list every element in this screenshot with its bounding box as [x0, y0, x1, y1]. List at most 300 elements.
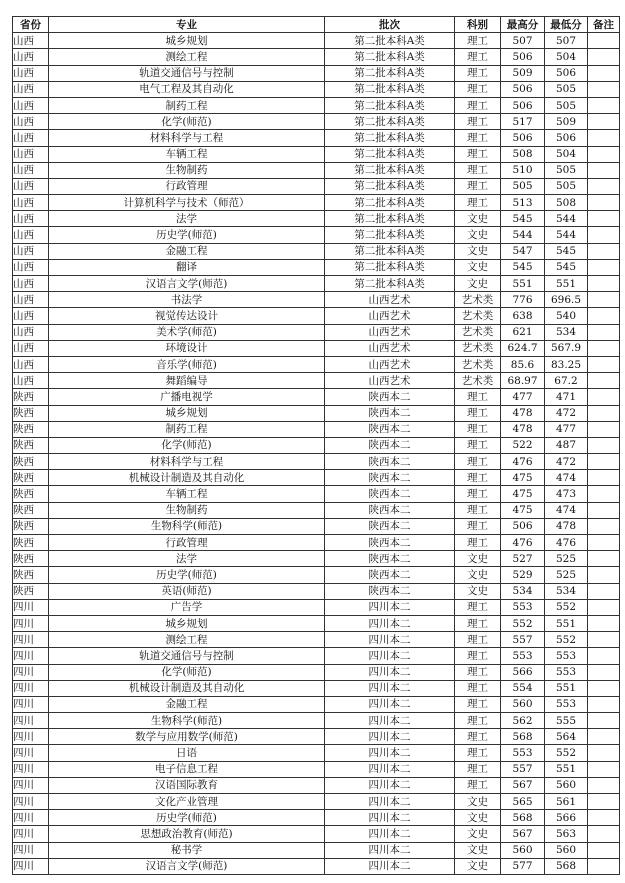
header-category: 科别	[455, 17, 501, 33]
cell-major: 生物科学(师范)	[49, 713, 325, 729]
cell-major: 车辆工程	[49, 146, 325, 162]
cell-major: 法学	[49, 211, 325, 227]
cell-major: 材料科学与工程	[49, 130, 325, 146]
cell-max-score: 534	[501, 583, 545, 599]
cell-category: 艺术类	[455, 340, 501, 356]
table-row	[13, 454, 620, 470]
cell-min-score: 487	[545, 437, 588, 453]
cell-category: 理工	[455, 761, 501, 777]
cell-max-score: 475	[501, 486, 545, 502]
table-row	[13, 146, 620, 162]
cell-major: 书法学	[49, 292, 325, 308]
cell-category: 理工	[455, 599, 501, 615]
cell-major: 计算机科学与技术（师范）	[49, 195, 325, 211]
cell-remarks	[588, 615, 620, 631]
cell-max-score: 85.6	[501, 356, 545, 372]
cell-batch: 第二批本科A类	[325, 162, 455, 178]
cell-batch: 四川本二	[325, 648, 455, 664]
cell-province: 四川	[13, 680, 49, 696]
cell-major: 化学(师范)	[49, 664, 325, 680]
table-row	[13, 794, 620, 810]
cell-major: 汉语言文学(师范)	[49, 276, 325, 292]
cell-min-score: 476	[545, 535, 588, 551]
cell-category: 文史	[455, 794, 501, 810]
cell-batch: 四川本二	[325, 664, 455, 680]
cell-max-score: 776	[501, 292, 545, 308]
cell-province: 四川	[13, 826, 49, 842]
cell-remarks	[588, 599, 620, 615]
cell-remarks	[588, 502, 620, 518]
cell-remarks	[588, 664, 620, 680]
table-row	[13, 340, 620, 356]
cell-province: 陕西	[13, 583, 49, 599]
admission-score-table	[12, 16, 620, 875]
table-row	[13, 858, 620, 874]
table-row	[13, 356, 620, 372]
cell-batch: 四川本二	[325, 680, 455, 696]
cell-batch: 陕西本二	[325, 389, 455, 405]
cell-major: 广播电视学	[49, 389, 325, 405]
cell-category: 文史	[455, 259, 501, 275]
cell-category: 艺术类	[455, 324, 501, 340]
cell-major: 制药工程	[49, 97, 325, 113]
cell-major: 生物科学(师范)	[49, 518, 325, 534]
cell-max-score: 551	[501, 276, 545, 292]
cell-min-score: 552	[545, 632, 588, 648]
cell-min-score: 525	[545, 567, 588, 583]
cell-category: 理工	[455, 664, 501, 680]
cell-remarks	[588, 162, 620, 178]
table-row	[13, 97, 620, 113]
cell-remarks	[588, 292, 620, 308]
cell-batch: 四川本二	[325, 713, 455, 729]
cell-max-score: 506	[501, 518, 545, 534]
cell-province: 山西	[13, 292, 49, 308]
cell-category: 理工	[455, 405, 501, 421]
cell-major: 美术学(师范)	[49, 324, 325, 340]
cell-remarks	[588, 761, 620, 777]
cell-province: 山西	[13, 162, 49, 178]
cell-province: 陕西	[13, 421, 49, 437]
cell-major: 化学(师范)	[49, 437, 325, 453]
cell-max-score: 510	[501, 162, 545, 178]
cell-category: 理工	[455, 114, 501, 130]
cell-major: 生物制药	[49, 502, 325, 518]
cell-major: 汉语言文学(师范)	[49, 858, 325, 874]
cell-max-score: 475	[501, 502, 545, 518]
cell-remarks	[588, 243, 620, 259]
table-row	[13, 502, 620, 518]
cell-min-score: 505	[545, 178, 588, 194]
cell-category: 理工	[455, 648, 501, 664]
table-row	[13, 486, 620, 502]
cell-province: 山西	[13, 114, 49, 130]
cell-category: 理工	[455, 195, 501, 211]
cell-max-score: 557	[501, 761, 545, 777]
table-row	[13, 292, 620, 308]
cell-batch: 四川本二	[325, 729, 455, 745]
cell-max-score: 565	[501, 794, 545, 810]
cell-batch: 四川本二	[325, 777, 455, 793]
cell-batch: 四川本二	[325, 826, 455, 842]
cell-province: 山西	[13, 227, 49, 243]
cell-batch: 第二批本科A类	[325, 130, 455, 146]
cell-province: 山西	[13, 356, 49, 372]
cell-province: 山西	[13, 81, 49, 97]
cell-min-score: 509	[545, 114, 588, 130]
cell-batch: 第二批本科A类	[325, 33, 455, 49]
cell-min-score: 477	[545, 421, 588, 437]
cell-batch: 四川本二	[325, 761, 455, 777]
cell-max-score: 509	[501, 65, 545, 81]
cell-min-score: 83.25	[545, 356, 588, 372]
cell-category: 理工	[455, 535, 501, 551]
cell-major: 车辆工程	[49, 486, 325, 502]
cell-major: 金融工程	[49, 243, 325, 259]
table-row	[13, 599, 620, 615]
cell-max-score: 545	[501, 211, 545, 227]
cell-province: 山西	[13, 324, 49, 340]
cell-max-score: 567	[501, 777, 545, 793]
cell-major: 秘书学	[49, 842, 325, 858]
cell-remarks	[588, 826, 620, 842]
table-row	[13, 276, 620, 292]
cell-category: 理工	[455, 729, 501, 745]
cell-category: 理工	[455, 389, 501, 405]
cell-batch: 四川本二	[325, 810, 455, 826]
cell-max-score: 508	[501, 146, 545, 162]
cell-min-score: 474	[545, 470, 588, 486]
table-row	[13, 583, 620, 599]
cell-min-score: 473	[545, 486, 588, 502]
cell-remarks	[588, 729, 620, 745]
cell-batch: 陕西本二	[325, 518, 455, 534]
table-row	[13, 324, 620, 340]
cell-remarks	[588, 195, 620, 211]
cell-batch: 陕西本二	[325, 567, 455, 583]
cell-province: 山西	[13, 259, 49, 275]
cell-min-score: 506	[545, 65, 588, 81]
cell-province: 山西	[13, 243, 49, 259]
cell-remarks	[588, 33, 620, 49]
cell-remarks	[588, 810, 620, 826]
cell-max-score: 522	[501, 437, 545, 453]
cell-province: 山西	[13, 195, 49, 211]
cell-category: 理工	[455, 421, 501, 437]
cell-province: 陕西	[13, 518, 49, 534]
cell-province: 陕西	[13, 437, 49, 453]
cell-category: 理工	[455, 680, 501, 696]
cell-batch: 四川本二	[325, 794, 455, 810]
header-remarks: 备注	[588, 17, 620, 33]
cell-max-score: 553	[501, 648, 545, 664]
cell-category: 理工	[455, 33, 501, 49]
table-row	[13, 745, 620, 761]
cell-max-score: 506	[501, 49, 545, 65]
cell-batch: 山西艺术	[325, 292, 455, 308]
table-row	[13, 421, 620, 437]
cell-category: 文史	[455, 842, 501, 858]
cell-category: 理工	[455, 696, 501, 712]
cell-province: 山西	[13, 308, 49, 324]
cell-remarks	[588, 713, 620, 729]
cell-remarks	[588, 259, 620, 275]
cell-category: 理工	[455, 97, 501, 113]
header-max-score: 最高分	[501, 17, 545, 33]
table-row	[13, 826, 620, 842]
table-row	[13, 648, 620, 664]
cell-category: 艺术类	[455, 356, 501, 372]
cell-province: 山西	[13, 33, 49, 49]
cell-major: 测绘工程	[49, 49, 325, 65]
cell-max-score: 557	[501, 632, 545, 648]
cell-batch: 第二批本科A类	[325, 65, 455, 81]
cell-min-score: 564	[545, 729, 588, 745]
cell-min-score: 505	[545, 97, 588, 113]
cell-max-score: 478	[501, 421, 545, 437]
cell-min-score: 566	[545, 810, 588, 826]
cell-batch: 陕西本二	[325, 551, 455, 567]
cell-category: 理工	[455, 632, 501, 648]
cell-major: 历史学(师范)	[49, 810, 325, 826]
header-province: 省份	[13, 17, 49, 33]
cell-category: 理工	[455, 130, 501, 146]
cell-batch: 陕西本二	[325, 502, 455, 518]
table-row	[13, 632, 620, 648]
cell-major: 日语	[49, 745, 325, 761]
cell-remarks	[588, 405, 620, 421]
table-row	[13, 81, 620, 97]
cell-batch: 第二批本科A类	[325, 114, 455, 130]
cell-batch: 陕西本二	[325, 486, 455, 502]
cell-remarks	[588, 745, 620, 761]
cell-remarks	[588, 211, 620, 227]
cell-max-score: 560	[501, 696, 545, 712]
cell-min-score: 555	[545, 713, 588, 729]
cell-remarks	[588, 81, 620, 97]
cell-category: 文史	[455, 858, 501, 874]
header-batch: 批次	[325, 17, 455, 33]
cell-min-score: 551	[545, 680, 588, 696]
cell-category: 理工	[455, 518, 501, 534]
cell-remarks	[588, 454, 620, 470]
header-row	[13, 17, 620, 33]
cell-min-score: 551	[545, 276, 588, 292]
cell-min-score: 551	[545, 615, 588, 631]
cell-category: 文史	[455, 551, 501, 567]
cell-province: 山西	[13, 276, 49, 292]
cell-max-score: 477	[501, 389, 545, 405]
cell-province: 山西	[13, 97, 49, 113]
cell-max-score: 638	[501, 308, 545, 324]
cell-major: 文化产业管理	[49, 794, 325, 810]
cell-province: 四川	[13, 648, 49, 664]
cell-remarks	[588, 842, 620, 858]
cell-max-score: 527	[501, 551, 545, 567]
cell-batch: 四川本二	[325, 696, 455, 712]
cell-batch: 第二批本科A类	[325, 211, 455, 227]
table-row	[13, 615, 620, 631]
cell-major: 数学与应用数学(师范)	[49, 729, 325, 745]
cell-category: 文史	[455, 810, 501, 826]
cell-remarks	[588, 178, 620, 194]
table-row	[13, 713, 620, 729]
cell-province: 陕西	[13, 454, 49, 470]
header-min-score: 最低分	[545, 17, 588, 33]
cell-min-score: 545	[545, 243, 588, 259]
cell-batch: 四川本二	[325, 632, 455, 648]
cell-remarks	[588, 276, 620, 292]
cell-batch: 陕西本二	[325, 470, 455, 486]
table-row	[13, 211, 620, 227]
cell-major: 视觉传达设计	[49, 308, 325, 324]
cell-province: 四川	[13, 632, 49, 648]
cell-province: 山西	[13, 130, 49, 146]
cell-max-score: 68.97	[501, 373, 545, 389]
cell-province: 陕西	[13, 405, 49, 421]
cell-category: 理工	[455, 502, 501, 518]
cell-min-score: 553	[545, 696, 588, 712]
cell-province: 陕西	[13, 470, 49, 486]
cell-remarks	[588, 567, 620, 583]
cell-batch: 山西艺术	[325, 373, 455, 389]
table-row	[13, 696, 620, 712]
cell-min-score: 472	[545, 405, 588, 421]
table-row	[13, 567, 620, 583]
cell-batch: 四川本二	[325, 615, 455, 631]
cell-category: 理工	[455, 470, 501, 486]
cell-major: 法学	[49, 551, 325, 567]
cell-max-score: 566	[501, 664, 545, 680]
table-row	[13, 227, 620, 243]
cell-batch: 山西艺术	[325, 356, 455, 372]
cell-province: 四川	[13, 810, 49, 826]
cell-category: 文史	[455, 826, 501, 842]
cell-batch: 陕西本二	[325, 454, 455, 470]
cell-batch: 第二批本科A类	[325, 276, 455, 292]
cell-max-score: 476	[501, 535, 545, 551]
table-row	[13, 729, 620, 745]
cell-category: 艺术类	[455, 308, 501, 324]
cell-major: 轨道交通信号与控制	[49, 65, 325, 81]
cell-major: 城乡规划	[49, 405, 325, 421]
cell-major: 思想政治教育(师范)	[49, 826, 325, 842]
cell-province: 山西	[13, 49, 49, 65]
cell-remarks	[588, 65, 620, 81]
cell-remarks	[588, 340, 620, 356]
cell-major: 轨道交通信号与控制	[49, 648, 325, 664]
cell-remarks	[588, 632, 620, 648]
cell-max-score: 475	[501, 470, 545, 486]
cell-max-score: 567	[501, 826, 545, 842]
cell-major: 历史学(师范)	[49, 567, 325, 583]
cell-remarks	[588, 146, 620, 162]
cell-category: 文史	[455, 567, 501, 583]
cell-min-score: 474	[545, 502, 588, 518]
cell-category: 艺术类	[455, 373, 501, 389]
cell-batch: 四川本二	[325, 842, 455, 858]
cell-province: 陕西	[13, 535, 49, 551]
table-row	[13, 243, 620, 259]
cell-remarks	[588, 421, 620, 437]
cell-major: 音乐学(师范)	[49, 356, 325, 372]
cell-min-score: 552	[545, 745, 588, 761]
cell-major: 城乡规划	[49, 33, 325, 49]
cell-major: 英语(师范)	[49, 583, 325, 599]
cell-province: 陕西	[13, 389, 49, 405]
cell-batch: 四川本二	[325, 745, 455, 761]
cell-remarks	[588, 777, 620, 793]
cell-min-score: 553	[545, 664, 588, 680]
cell-batch: 第二批本科A类	[325, 195, 455, 211]
cell-min-score: 525	[545, 551, 588, 567]
cell-province: 四川	[13, 696, 49, 712]
table-row	[13, 761, 620, 777]
table-row	[13, 259, 620, 275]
cell-major: 广告学	[49, 599, 325, 615]
cell-remarks	[588, 130, 620, 146]
cell-batch: 第二批本科A类	[325, 81, 455, 97]
cell-category: 文史	[455, 243, 501, 259]
cell-min-score: 552	[545, 599, 588, 615]
cell-province: 陕西	[13, 486, 49, 502]
cell-major: 机械设计制造及其自动化	[49, 680, 325, 696]
cell-province: 山西	[13, 146, 49, 162]
cell-major: 金融工程	[49, 696, 325, 712]
table-row	[13, 680, 620, 696]
cell-min-score: 560	[545, 777, 588, 793]
cell-min-score: 504	[545, 49, 588, 65]
cell-max-score: 505	[501, 178, 545, 194]
cell-remarks	[588, 583, 620, 599]
cell-min-score: 506	[545, 130, 588, 146]
cell-category: 文史	[455, 276, 501, 292]
cell-category: 文史	[455, 583, 501, 599]
table-row	[13, 551, 620, 567]
cell-remarks	[588, 324, 620, 340]
cell-province: 四川	[13, 858, 49, 874]
cell-remarks	[588, 373, 620, 389]
cell-major: 化学(师范)	[49, 114, 325, 130]
cell-remarks	[588, 437, 620, 453]
cell-batch: 陕西本二	[325, 421, 455, 437]
cell-major: 测绘工程	[49, 632, 325, 648]
cell-max-score: 513	[501, 195, 545, 211]
cell-min-score: 472	[545, 454, 588, 470]
cell-remarks	[588, 858, 620, 874]
cell-batch: 第二批本科A类	[325, 97, 455, 113]
cell-category: 理工	[455, 615, 501, 631]
cell-max-score: 506	[501, 97, 545, 113]
cell-remarks	[588, 696, 620, 712]
cell-min-score: 553	[545, 648, 588, 664]
cell-batch: 山西艺术	[325, 340, 455, 356]
cell-batch: 山西艺术	[325, 308, 455, 324]
cell-min-score: 534	[545, 324, 588, 340]
table-row	[13, 535, 620, 551]
cell-major: 材料科学与工程	[49, 454, 325, 470]
cell-max-score: 476	[501, 454, 545, 470]
cell-min-score: 567.9	[545, 340, 588, 356]
cell-batch: 陕西本二	[325, 437, 455, 453]
cell-max-score: 624.7	[501, 340, 545, 356]
cell-remarks	[588, 551, 620, 567]
cell-major: 环境设计	[49, 340, 325, 356]
cell-remarks	[588, 356, 620, 372]
table-row	[13, 308, 620, 324]
cell-major: 汉语国际教育	[49, 777, 325, 793]
cell-batch: 山西艺术	[325, 324, 455, 340]
